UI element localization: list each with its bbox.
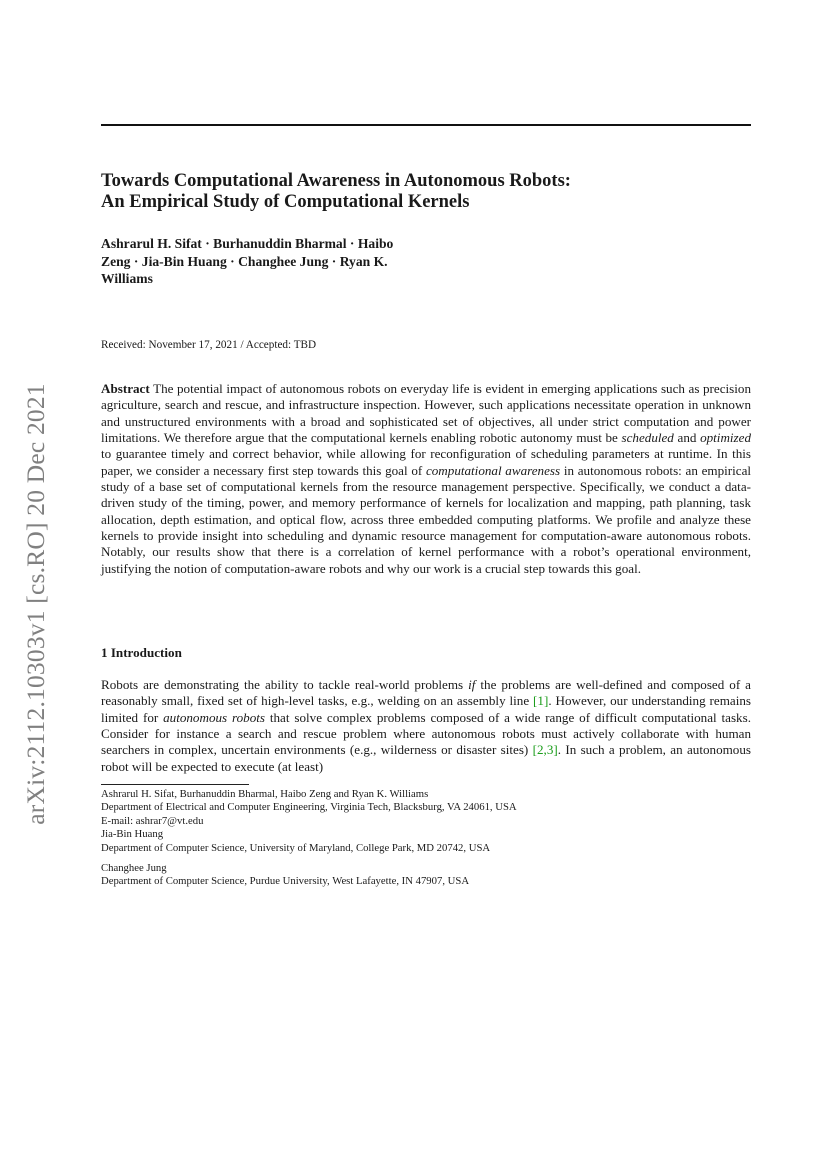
affiliation-line: Changhee Jung (101, 862, 167, 874)
author-list (101, 235, 471, 288)
author-line: Zeng · Jia-Bin Huang · Changhee Jung · Ryan K. (101, 253, 388, 269)
arxiv-identifier-text: arXiv:2112.10303v1 [cs.RO] 20 Dec 2021 (21, 383, 50, 825)
affiliation-line: Department of Computer Science, Purdue University, West Lafayette, IN 47907, USA (101, 875, 470, 888)
introduction-paragraph: Robots are demonstrating the ability to tackle real-world problems if the problems are well-defined and composed of a reasonably small, fixed set of high-level tasks, e.g., welding on an assembly line [1]. However, our understanding remains limited for autonomous robots that solve complex problems composed of a wide range of difficult computational tasks. Consider for instance a search and rescue problem where autonomous robots must actively collaborate with human searchers in complex, uncertain environments (e.g., wilderness or disaster sites) [2,3]. In such a problem, an autonomous robot will be expected to execute (at least) (101, 677, 751, 774)
arxiv-identifier (0, 0, 70, 1171)
affiliation-line: Department of Electrical and Computer Engineering, Virginia Tech, Blacksburg, VA 24061, USA (101, 801, 517, 814)
author-line: Williams (101, 271, 153, 286)
received-date: Received: November 17, 2021 / Accepted: TBD (101, 339, 317, 351)
section-heading: 1 Introduction (101, 645, 182, 660)
abstract-body: The potential impact of autonomous robots on everyday life is evident in emerging applications such as precision agriculture, search and rescue, and infrastructure inspection. However, such applications necessitate operation in unknown and unstructured environments with a broad and sophisticated set of objectives, all under strict computation and power limitations. We therefore argue that the computational kernels enabling robotic autonomy must be scheduled and optimized to guarantee timely and correct behavior, while allowing for reconfiguration of scheduling parameters at runtime. In this paper, we consider a necessary first step towards this goal of computational awareness in autonomous robots: an empirical study of a base set of computational kernels from the resource management perspective. Specifically, we conduct a data-driven study of the timing, power, and memory performance of kernels for localization and mapping, path planning, task allocation, depth estimation, and optical flow, across three embedded computing platforms. We profile and analyze these kernels to provide insight into scheduling and dynamic resource management for computation-aware autonomous robots. Notably, our results show that there is a correlation of kernel performance with a robot’s operational environment, justifying the notion of computation-aware robots and why our work is a crucial step towards this goal. (101, 381, 752, 576)
email-line: E-mail: ashrar7@vt.edu (101, 814, 204, 827)
abstract-label: Abstract (101, 381, 150, 396)
paper-title (101, 171, 751, 213)
header-rule (101, 124, 751, 126)
title-line: An Empirical Study of Computational Kernels (101, 192, 470, 212)
affiliation-line: Jia-Bin Huang (101, 828, 164, 841)
abstract (101, 381, 751, 577)
footnote-rule (101, 784, 249, 785)
affiliation-line: Department of Computer Science, University of Maryland, College Park, MD 20742, USA (101, 841, 491, 854)
affiliation-line: Ashrarul H. Sifat, Burhanuddin Bharmal, Haibo Zeng and Ryan K. Williams (101, 788, 429, 800)
title-line: Towards Computational Awareness in Autonomous Robots: (101, 171, 571, 191)
affiliation-block (101, 862, 469, 889)
author-line: Ashrarul H. Sifat · Burhanuddin Bharmal · Haibo (101, 236, 394, 251)
citation-link[interactable]: [1] (533, 693, 549, 709)
citation-link[interactable]: [2,3] (532, 742, 558, 758)
affiliation-block (101, 788, 517, 855)
